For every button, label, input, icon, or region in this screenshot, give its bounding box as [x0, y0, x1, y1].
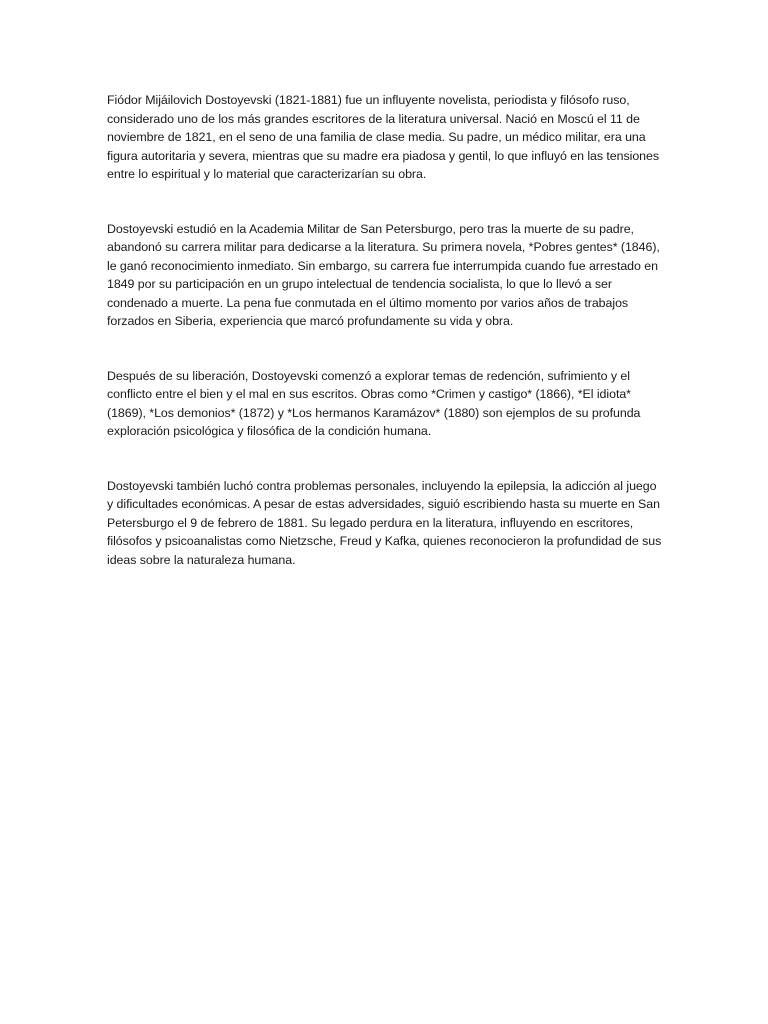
paragraph-3: Después de su liberación, Dostoyevski comenzó a explorar temas de redención, sufrimiento y el conflicto entre el bien y el mal en sus escritos. Obras como *Crimen y castigo* (1866), *El idiota* (1869), *Los demonios* (1872) y *Los hermanos Karamázov* (1880) son ejemplos de su profunda exploración psicológica y filosófica de la condición humana. [107, 368, 641, 438]
document-body [107, 91, 663, 569]
paragraph-4: Dostoyevski también luchó contra problemas personales, incluyendo la epilepsia, la adicción al juego y dificultades económicas. A pesar de estas adversidades, siguió escribiendo hasta su muerte en San Petersburgo el 9 de febrero de 1881. Su legado perdura en la literatura, influyendo en escritores, filósofos y psicoanalistas como Nietzsche, Freud y Kafka, quienes reconocieron la profundidad de sus ideas sobre la naturaleza humana. [107, 478, 662, 567]
paragraph-2: Dostoyevski estudió en la Academia Militar de San Petersburgo, pero tras la muerte de su padre, abandonó su carrera militar para dedicarse a la literatura. Su primera novela, *Pobres gentes* (1846), le ganó reconocimiento inmediato. Sin embargo, su carrera fue interrumpida cuando fue arrestado en 1849 por su participación en un grupo intelectual de tendencia socialista, lo que lo llevó a ser condenado a muerte. La pena fue conmutada en el último momento por varios años de trabajos forzados en Siberia, experiencia que marcó profundamente su vida y obra. [107, 221, 660, 328]
paragraph-1: Fiódor Mijáilovich Dostoyevski (1821-1881) fue un influyente novelista, periodista y filósofo ruso, considerado uno de los más grandes escritores de la literatura universal. Nació en Moscú el 11 de noviembre de 1821, en el seno de una familia de clase media. Su padre, un médico militar, era una figura autoritaria y severa, mientras que su madre era piadosa y gentil, lo que influyó en las tensiones entre lo espiritual y lo material que caracterizarían su obra. [107, 93, 660, 181]
